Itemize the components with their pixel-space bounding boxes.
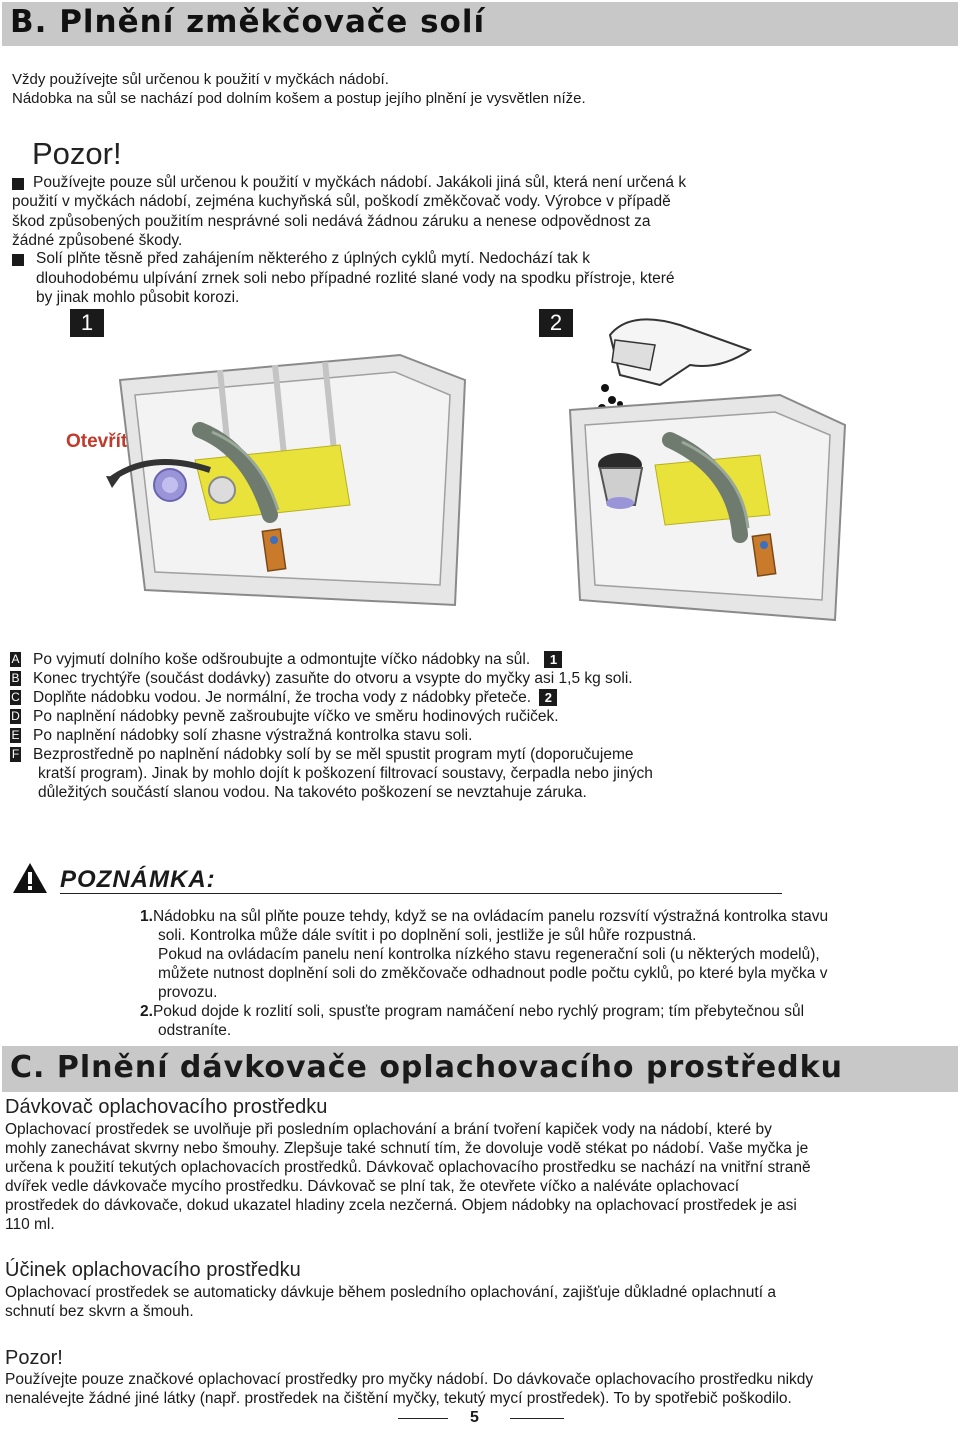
para-line: Používejte pouze značkové oplachovací prostředky pro myčky nádobí. Do dávkovače oplachovacího prostředku nikdy [5,1371,814,1388]
para-line: nenalévejte žádné jiné látky (např. prostředek na čištění myčky, tekutý mycí prostředek). To by spotřebič poškodilo. [5,1390,792,1407]
note-title: POZNÁMKA: [60,866,216,893]
warning-triangle-icon [12,862,48,894]
step-text: Bezprostředně po naplnění nádobky solí by se měl spustit program mytí (doporučujeme [33,746,634,763]
note-line-text: Pokud dojde k rozlití soli, spusťte program namáčení nebo rychlý program; tím přebytečnou sůl [152,1003,805,1020]
warning-line: žádné způsobené škody. [12,232,183,249]
warning-item-1-cont [12,192,671,251]
para-line: prostředek do dávkovače, dokud ukazatel hladiny zcela nezčerná. Objem nádobky na oplachovací prostředek je asi [5,1197,797,1214]
para-line: Oplachovací prostředek se uvolňuje při posledním oplachování a brání tvoření kapiček vody na nádobí, které by [5,1121,772,1138]
step-letter: B [11,671,20,685]
note-item-1 [140,907,828,1002]
bullet-square-icon [12,178,24,190]
para-line: dvířek vedle dávkovače mycího prostředku. Dávkovač se plní tak, že otevřete víčko a naléváte oplachovací [5,1178,740,1195]
para-line: 110 ml. [5,1216,55,1233]
warning-line: Solí plňte těsně před zahájením některého z úplných cyklů mytí. Nedochází tak k [36,250,590,267]
paragraph-caution [5,1370,813,1408]
note-num: 1. [140,908,153,925]
intro-text [12,70,586,108]
warning-line: použití v myčkách nádobí, zejména kuchyňská sůl, poškodí změkčovač vody. Výrobce v případě [12,193,671,210]
subheading-effect: Účinek oplachovacího prostředku [5,1259,301,1281]
step-text: Doplňte nádobku vodou. Je normální, že trocha vody z nádobky přeteče. [33,689,532,706]
step-letter: F [11,747,20,761]
step-f-line: důležitých součástí slanou vodou. Na takovéto poškození se nevztahuje záruka. [38,784,587,801]
page-number: 5 [470,1409,479,1426]
note-underline [60,893,782,894]
subheading-dispenser: Dávkovač oplachovacího prostředku [5,1096,328,1118]
figure-2-label: 2 [539,309,573,337]
figure-2-illustration [560,300,850,630]
step-text: Po naplnění nádobky pevně zašroubujte víčko ve směru hodinových ručiček. [33,708,559,725]
step-letter: A [11,652,20,666]
para-line: schnutí bez skvrn a šmouh. [5,1303,194,1320]
warning-item-1 [33,173,686,193]
note-line-text: odstraníte. [158,1022,232,1039]
figure-1-label: 1 [70,309,104,337]
footer-rule-left [398,1418,448,1419]
intro-line: Vždy používejte sůl určenou k použití v myčkách nádobí. [12,71,389,88]
step-row [10,669,633,688]
step-letter: C [11,690,20,704]
intro-line: Nádobka na sůl se nachází pod dolním košem a postup jejího plnění je vysvětlen níže. [12,90,586,107]
section-title: B. Plnění změkčovače solí [10,4,486,40]
para-line: mohly zanechávat skvrny nebo šmouhy. Zlepšuje také schnutí tím, že dovoluje vodě stékat po nádobí. Vaše myčka je [5,1140,809,1157]
note-num: 2. [140,1003,153,1020]
open-label: Otevřít [66,431,128,452]
warning-line: dlouhodobému ulpívání zrnek soli nebo případné rozlité slané vody na spodku přístroje, které [36,269,675,287]
paragraph-effect [5,1283,776,1321]
note-line-text: můžete nutnost doplnění soli do změkčovače odhadnout podle počtu cyklů, po které byla myčka v [158,965,828,982]
step-text: Konec trychtýře (součást dodávky) zasuňte do otvoru a vsypte do myčky asi 1,5 kg soli. [33,670,633,687]
step-figure-ref: 1 [544,651,562,668]
note-line-text: soli. Kontrolka může dále svítit i po doplnění soli, jestliže je sůl hůře rozpustná. [158,927,697,944]
step-row [10,745,634,764]
step-text: Po vyjmutí dolního koše odšroubujte a odmontujte víčko nádobky na sůl. [33,651,531,668]
warning-line: Používejte pouze sůl určenou k použití v myčkách nádobí. Jakákoli jiná sůl, která není určená k [33,174,687,191]
para-line: Oplachovací prostředek se automaticky dávkuje během posledního oplachování, zajišťuje důkladné oplachnutí a [5,1284,776,1301]
note-line-text: Nádobku na sůl plňte pouze tehdy, když se na ovládacím panelu rozsvítí výstražná kontrolka stavu [152,908,829,925]
note-line-text: Pokud na ovládacím panelu není kontrolka nízkého stavu regenerační soli (u některých modelů), [158,946,820,963]
section-c-title: C. Plnění dávkovače oplachovacího prostředku [10,1050,843,1085]
step-text: Po naplnění nádobky solí zhasne výstražná kontrolka stavu soli. [33,727,473,744]
subheading-caution: Pozor! [5,1347,63,1369]
warning-title: Pozor! [32,136,122,171]
paragraph-dispenser [5,1120,811,1234]
note-item-2 [140,1002,804,1040]
step-letter: E [11,728,20,742]
step-row [10,707,559,726]
note-line-text: provozu. [158,984,218,1001]
step-row [10,650,562,669]
figure-1-illustration [100,340,480,630]
step-figure-ref: 2 [539,689,557,706]
warning-line: by jinak mohlo působit korozi. [36,289,240,306]
step-f-line: kratší program). Jinak by mohlo dojít k poškození filtrovací soustavy, čerpadla nebo jiných [38,765,653,782]
step-f-continuation [38,764,653,802]
warning-line: škod způsobených použitím nesprávné soli nedává žádnou záruku a nenese odpovědnost za [12,212,651,230]
bullet-square-icon [12,254,24,266]
footer-rule-right [510,1418,564,1419]
warning-item-2 [36,249,674,308]
step-letter: D [11,709,20,723]
para-line: určena k použití tekutých oplachovacích prostředků. Dávkovač oplachovacího prostředku se nachází na vnitřní straně [5,1159,811,1176]
step-row [10,688,557,707]
step-row [10,726,472,745]
